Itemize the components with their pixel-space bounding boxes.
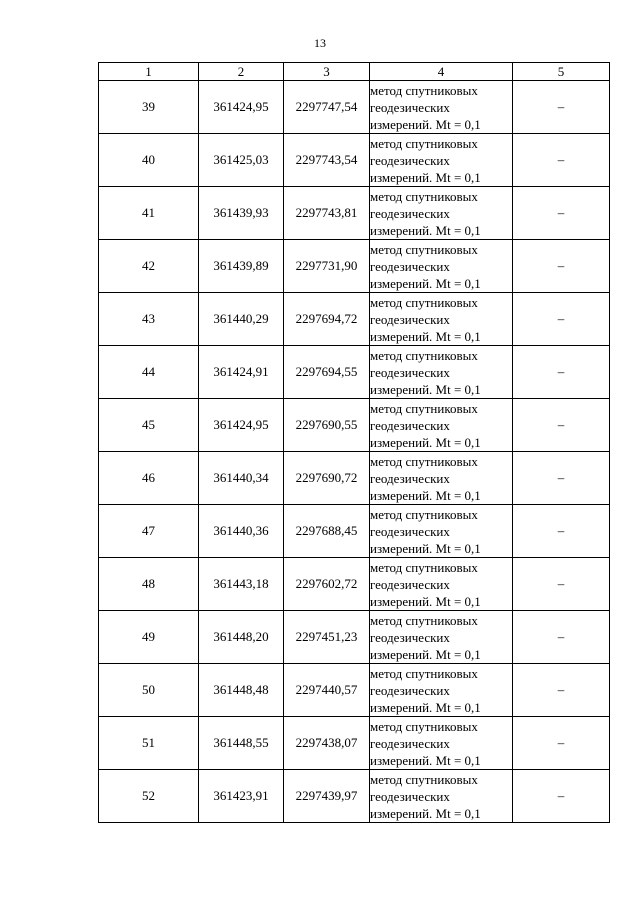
method-cell [370,187,513,240]
note-cell: – [513,770,610,823]
point-number-cell: 49 [99,611,199,664]
method-line: измерений. Mt = 0,1 [370,487,481,503]
method-line: измерений. Mt = 0,1 [370,222,481,238]
method-line: измерений. Mt = 0,1 [370,275,481,291]
method-line: геодезических [370,364,450,380]
method-cell [370,770,513,823]
y-coordinate-cell: 2297694,72 [284,293,370,346]
column-header-2: 2 [199,63,284,81]
point-number-cell: 43 [99,293,199,346]
x-coordinate-cell: 361425,03 [199,134,284,187]
method-cell [370,558,513,611]
method-line: измерений. Mt = 0,1 [370,328,481,344]
point-number-cell: 44 [99,346,199,399]
table-row [99,134,610,187]
y-coordinate-cell: 2297602,72 [284,558,370,611]
method-line: измерений. Mt = 0,1 [370,381,481,397]
note-cell: – [513,505,610,558]
method-cell [370,611,513,664]
method-line: геодезических [370,417,450,433]
x-coordinate-cell: 361448,55 [199,717,284,770]
method-line: измерений. Mt = 0,1 [370,593,481,609]
method-line: геодезических [370,205,450,221]
y-coordinate-cell: 2297743,54 [284,134,370,187]
method-line: геодезических [370,523,450,539]
x-coordinate-cell: 361439,93 [199,187,284,240]
table-row [99,187,610,240]
table-body [99,81,610,823]
method-line: метод спутниковых [370,559,478,575]
method-line: геодезических [370,735,450,751]
method-line: геодезических [370,788,450,804]
x-coordinate-cell: 361448,20 [199,611,284,664]
note-cell: – [513,717,610,770]
method-cell [370,134,513,187]
x-coordinate-cell: 361440,36 [199,505,284,558]
column-header-4: 4 [370,63,513,81]
method-line: измерений. Mt = 0,1 [370,699,481,715]
method-cell [370,240,513,293]
x-coordinate-cell: 361424,95 [199,399,284,452]
table-row [99,558,610,611]
point-number-cell: 45 [99,399,199,452]
method-cell [370,81,513,134]
method-line: измерений. Mt = 0,1 [370,752,481,768]
method-line: метод спутниковых [370,82,478,98]
note-cell: – [513,134,610,187]
table-row [99,664,610,717]
x-coordinate-cell: 361448,48 [199,664,284,717]
column-header-3: 3 [284,63,370,81]
method-line: геодезических [370,311,450,327]
note-cell: – [513,293,610,346]
table-header-row [99,63,610,81]
method-line: метод спутниковых [370,453,478,469]
table-row [99,611,610,664]
table-row [99,240,610,293]
note-cell: – [513,452,610,505]
y-coordinate-cell: 2297747,54 [284,81,370,134]
x-coordinate-cell: 361440,29 [199,293,284,346]
point-number-cell: 39 [99,81,199,134]
y-coordinate-cell: 2297690,55 [284,399,370,452]
note-cell: – [513,399,610,452]
table-row [99,399,610,452]
method-line: метод спутниковых [370,771,478,787]
method-line: измерений. Mt = 0,1 [370,169,481,185]
method-line: метод спутниковых [370,347,478,363]
y-coordinate-cell: 2297743,81 [284,187,370,240]
column-header-1: 1 [99,63,199,81]
method-line: геодезических [370,576,450,592]
method-line: метод спутниковых [370,400,478,416]
point-number-cell: 40 [99,134,199,187]
method-line: метод спутниковых [370,506,478,522]
method-line: метод спутниковых [370,665,478,681]
method-line: измерений. Mt = 0,1 [370,540,481,556]
point-number-cell: 48 [99,558,199,611]
y-coordinate-cell: 2297439,97 [284,770,370,823]
method-line: измерений. Mt = 0,1 [370,434,481,450]
method-cell [370,346,513,399]
y-coordinate-cell: 2297688,45 [284,505,370,558]
point-number-cell: 42 [99,240,199,293]
method-line: геодезических [370,470,450,486]
method-cell [370,399,513,452]
point-number-cell: 51 [99,717,199,770]
method-cell [370,452,513,505]
page-number: 13 [314,36,326,50]
method-line: метод спутниковых [370,294,478,310]
coordinates-table [98,62,610,823]
note-cell: – [513,346,610,399]
table-row [99,293,610,346]
note-cell: – [513,240,610,293]
method-line: геодезических [370,682,450,698]
method-line: измерений. Mt = 0,1 [370,646,481,662]
method-line: измерений. Mt = 0,1 [370,116,481,132]
method-line: измерений. Mt = 0,1 [370,805,481,821]
method-line: геодезических [370,258,450,274]
point-number-cell: 52 [99,770,199,823]
x-coordinate-cell: 361443,18 [199,558,284,611]
column-header-5: 5 [513,63,610,81]
point-number-cell: 41 [99,187,199,240]
method-cell [370,293,513,346]
x-coordinate-cell: 361424,91 [199,346,284,399]
method-line: метод спутниковых [370,188,478,204]
table-row [99,81,610,134]
note-cell: – [513,81,610,134]
table-row [99,505,610,558]
x-coordinate-cell: 361423,91 [199,770,284,823]
note-cell: – [513,558,610,611]
point-number-cell: 46 [99,452,199,505]
y-coordinate-cell: 2297694,55 [284,346,370,399]
note-cell: – [513,664,610,717]
method-line: метод спутниковых [370,241,478,257]
method-line: метод спутниковых [370,135,478,151]
y-coordinate-cell: 2297690,72 [284,452,370,505]
method-line: метод спутниковых [370,718,478,734]
y-coordinate-cell: 2297438,07 [284,717,370,770]
x-coordinate-cell: 361424,95 [199,81,284,134]
point-number-cell: 47 [99,505,199,558]
method-cell [370,664,513,717]
point-number-cell: 50 [99,664,199,717]
x-coordinate-cell: 361440,34 [199,452,284,505]
note-cell: – [513,187,610,240]
method-line: геодезических [370,152,450,168]
table-row [99,770,610,823]
method-line: метод спутниковых [370,612,478,628]
x-coordinate-cell: 361439,89 [199,240,284,293]
y-coordinate-cell: 2297440,57 [284,664,370,717]
table-row [99,717,610,770]
table-row [99,452,610,505]
method-line: геодезических [370,629,450,645]
y-coordinate-cell: 2297731,90 [284,240,370,293]
note-cell: – [513,611,610,664]
method-cell [370,717,513,770]
method-cell [370,505,513,558]
method-line: геодезических [370,99,450,115]
y-coordinate-cell: 2297451,23 [284,611,370,664]
table-row [99,346,610,399]
